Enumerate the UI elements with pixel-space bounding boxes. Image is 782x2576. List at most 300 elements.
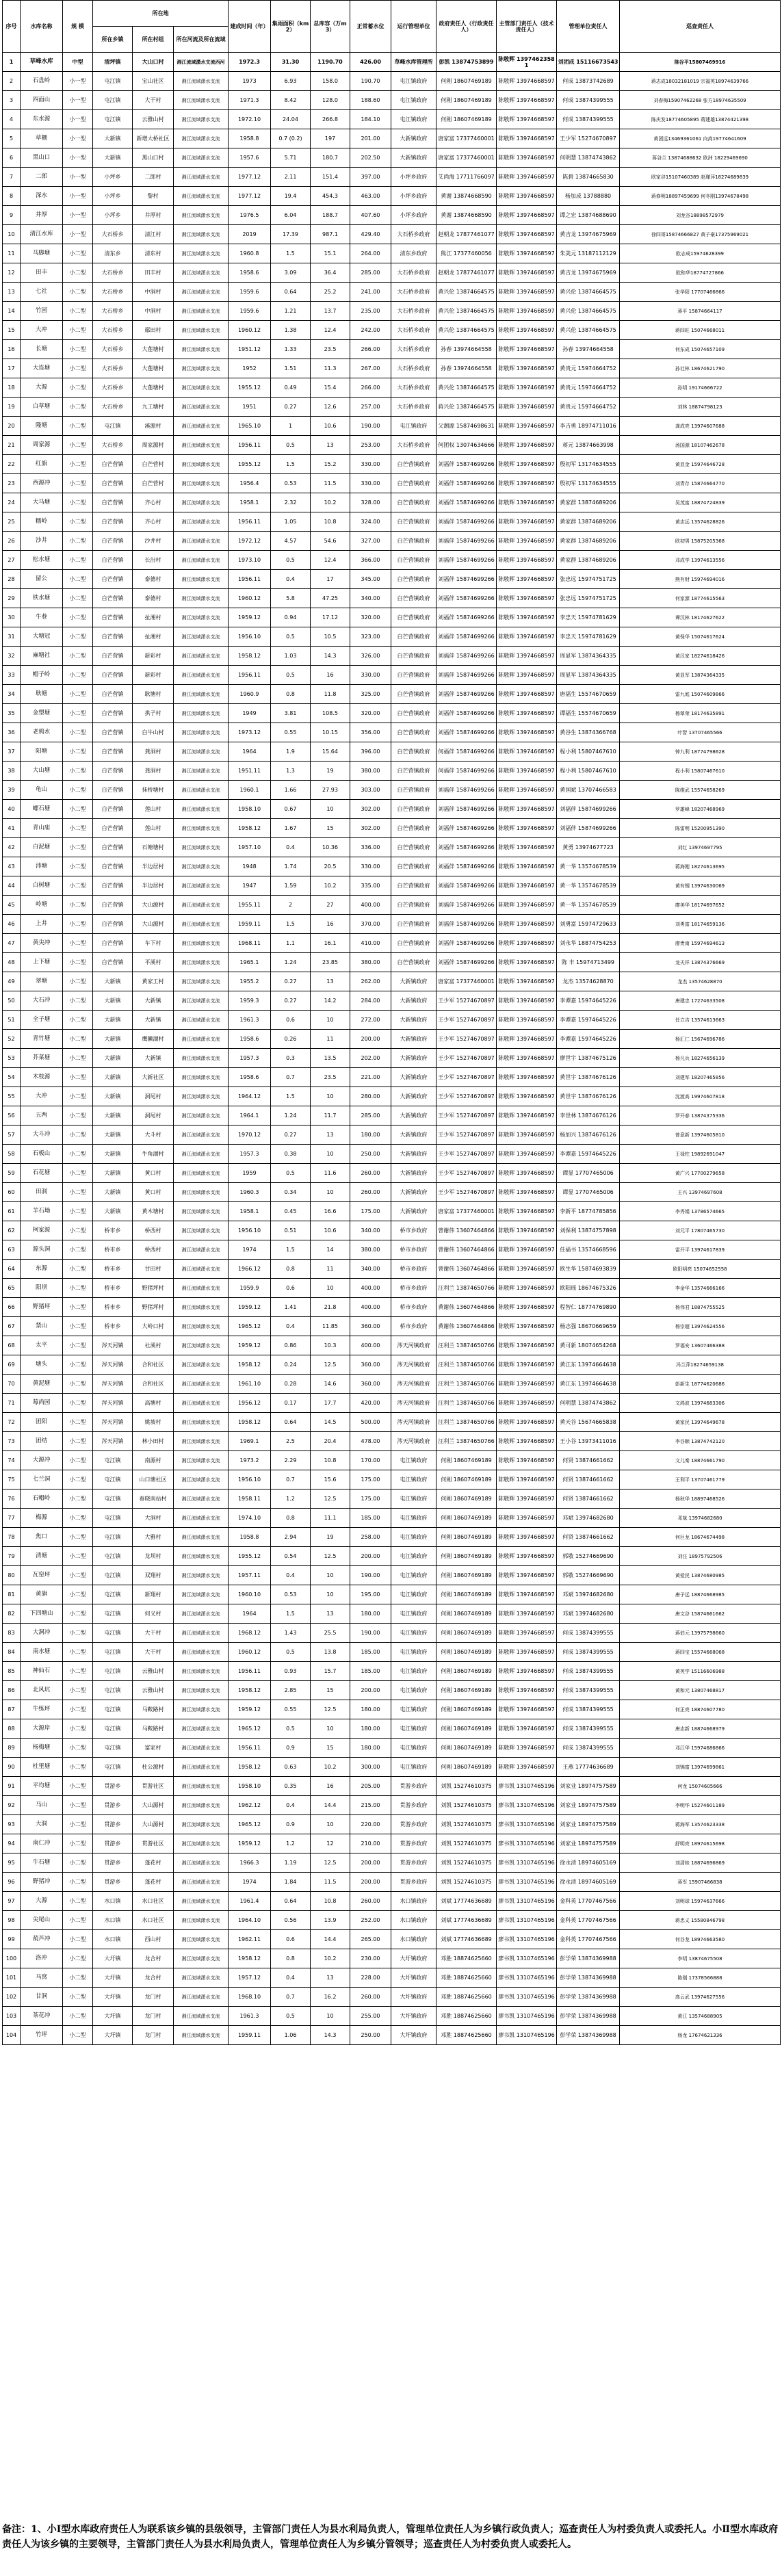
cell-gov: 何刚 18607469189 [436, 1528, 497, 1547]
cell-township: 桥市乡 [93, 1298, 133, 1317]
cell-seq: 46 [3, 915, 21, 934]
cell-gov: 刘凯 15274610375 [436, 1834, 497, 1853]
cell-dept: 涔天河镇政府 [391, 1413, 436, 1432]
cell-village: 大新镇 [133, 1011, 174, 1030]
cell-township: 大石桥乡 [93, 283, 133, 302]
cell-year: 1958.8 [229, 1528, 271, 1547]
cell-scale: 小二型 [63, 1106, 93, 1126]
cell-scale: 小二型 [63, 283, 93, 302]
cell-area: 19.4 [271, 187, 311, 206]
cell-scale: 小二型 [63, 608, 93, 627]
cell-year: 1957.11 [229, 1566, 271, 1585]
cell-unit: 殷初军 13174634555 [557, 474, 620, 493]
cell-village: 黄木塘村 [133, 1202, 174, 1221]
cell-level: 252.00 [350, 1911, 391, 1930]
cell-seq: 2 [3, 72, 21, 91]
cell-name: 田洞 [21, 1183, 63, 1202]
cell-seq: 13 [3, 283, 21, 302]
table-row [3, 1739, 781, 1758]
cell-level: 396.00 [350, 742, 391, 762]
cell-river: 湘江流域潇水支流 [174, 455, 229, 474]
cell-gov: 何刚 18607469189 [436, 72, 497, 91]
cell-year: 2019 [229, 225, 271, 244]
cell-patrol: 欧家谷15107460389 赵瑾萍18274689839 [620, 168, 781, 187]
cell-scale: 小二型 [63, 1604, 93, 1624]
cell-dept: 涔天河镇政府 [391, 1375, 436, 1394]
cell-seq: 74 [3, 1451, 21, 1470]
cell-tech: 陈敬辉 13974668597 [497, 1662, 557, 1681]
cell-name: 马脚塘 [21, 244, 63, 263]
cell-scale: 小二型 [63, 1279, 93, 1298]
cell-year: 1959 [229, 1164, 271, 1183]
cell-tech: 陈敬辉 13974668597 [497, 915, 557, 934]
cell-unit: 徐永清 18974605169 [557, 1873, 620, 1892]
cell-seq: 77 [3, 1509, 21, 1528]
cell-seq: 8 [3, 187, 21, 206]
cell-township: 白芒营镇 [93, 512, 133, 532]
cell-level: 175.00 [350, 1202, 391, 1221]
cell-area: 1.05 [271, 512, 311, 532]
cell-area: 0.63 [271, 1758, 311, 1777]
cell-dept: 小坪乡政府 [391, 168, 436, 187]
cell-village: 莲山村 [133, 819, 174, 838]
cell-dept: 贯游乡政府 [391, 1777, 436, 1796]
cell-patrol: 唐子远 18874668985 [620, 1585, 781, 1604]
cell-river: 湘江流域潇水支流 [174, 1279, 229, 1298]
cell-river: 湘江流域潇水支流 [174, 1585, 229, 1604]
cell-level: 330.00 [350, 474, 391, 493]
cell-scale: 小二型 [63, 1815, 93, 1834]
table-row [3, 1949, 781, 1968]
cell-seq: 86 [3, 1681, 21, 1700]
table-row [3, 1834, 781, 1853]
cell-dept: 屯江镇政府 [391, 72, 436, 91]
cell-gov: 唐家富 17377460001 [436, 972, 497, 991]
table-row [3, 244, 781, 263]
cell-river: 湘江流域潇水支流 [174, 1202, 229, 1221]
cell-level: 260.00 [350, 1183, 391, 1202]
cell-level: 190.00 [350, 1566, 391, 1585]
cell-area: 1.66 [271, 781, 311, 800]
cell-tech: 陈敬辉 13974668597 [497, 359, 557, 378]
cell-area: 1.33 [271, 340, 311, 359]
cell-unit: 何明慧 13874743862 [557, 148, 620, 168]
cell-capacity: 10.2 [311, 1758, 350, 1777]
cell-patrol: 杨翠荣 18174635891 [620, 704, 781, 723]
cell-unit: 刘福伴 15874699266 [557, 819, 620, 838]
cell-unit: 金科英 17707467566 [557, 1911, 620, 1930]
cell-patrol: 文鸿波 13974683306 [620, 1394, 781, 1413]
cell-river: 湘江流域潇水支流 [174, 781, 229, 800]
cell-level: 426.00 [350, 53, 391, 72]
cell-village: 高塘村 [133, 1394, 174, 1413]
cell-gov: 曾谢伟 13607464866 [436, 1260, 497, 1279]
cell-dept: 屯江镇政府 [391, 1624, 436, 1643]
cell-village: 大新镇 [133, 1049, 174, 1068]
cell-township: 屯江镇 [93, 1700, 133, 1719]
cell-area: 1.43 [271, 1624, 311, 1643]
cell-gov: 何团权 13074634666 [436, 436, 497, 455]
cell-scale: 小一型 [63, 91, 93, 110]
table-row [3, 800, 781, 819]
cell-gov: 王少军 15274670897 [436, 1030, 497, 1049]
cell-name: 白树塘 [21, 876, 63, 896]
cell-patrol: 王兴 13974697608 [620, 1183, 781, 1202]
cell-gov: 刘凯 15274610375 [436, 1853, 497, 1873]
cell-capacity: 10 [311, 1815, 350, 1834]
table-row [3, 225, 781, 244]
cell-area: 0.5 [271, 436, 311, 455]
cell-gov: 刘福伴 15874699266 [436, 532, 497, 551]
cell-level: 215.00 [350, 1796, 391, 1815]
cell-unit: 黄一华 13574678539 [557, 876, 620, 896]
cell-seq: 87 [3, 1700, 21, 1719]
cell-name: 尖尾山 [21, 1911, 63, 1930]
cell-area: 0.4 [271, 1566, 311, 1585]
cell-scale: 小二型 [63, 1470, 93, 1489]
cell-gov: 王少军 15274670897 [436, 1145, 497, 1164]
cell-patrol: 彭新生 18774620686 [620, 1375, 781, 1394]
cell-river: 湘江流域潇水支流 [174, 1700, 229, 1719]
cell-gov: 刘福伴 15874699266 [436, 570, 497, 589]
cell-dept: 大新镇政府 [391, 1068, 436, 1087]
cell-river: 湘江流域潇水支流 [174, 1834, 229, 1853]
cell-dept: 白芒营镇政府 [391, 781, 436, 800]
cell-patrol: 黄志远 13574628826 [620, 512, 781, 532]
cell-capacity: 12.5 [311, 1700, 350, 1719]
cell-river: 湘江流域潇水支流西河 [174, 53, 229, 72]
cell-scale: 小二型 [63, 1911, 93, 1930]
cell-dept: 草峰水库管理所 [391, 53, 436, 72]
cell-patrol: 何谷龙 18974663580 [620, 1930, 781, 1949]
table-row [3, 1796, 781, 1815]
cell-gov: 刘福伴 15874699266 [436, 723, 497, 742]
cell-river: 湘江流域潇水支流 [174, 953, 229, 972]
cell-area: 1.5 [271, 1604, 311, 1624]
cell-river: 湘江流域潇水支流 [174, 1126, 229, 1145]
cell-dept: 白芒营镇政府 [391, 819, 436, 838]
cell-village: 大干村 [133, 91, 174, 110]
cell-area: 1.74 [271, 857, 311, 876]
table-row [3, 1451, 781, 1470]
cell-area: 0.7 (0.2) [271, 129, 311, 148]
cell-scale: 小二型 [63, 819, 93, 838]
cell-patrol: 刘建军 18207465856 [620, 1068, 781, 1087]
cell-name: 杨梅塘 [21, 1739, 63, 1758]
cell-level: 400.00 [350, 1336, 391, 1355]
table-row [3, 1547, 781, 1566]
table-row [3, 2026, 781, 2045]
cell-level: 188.60 [350, 91, 391, 110]
cell-unit: 刘团成 15116673543 [557, 53, 620, 72]
cell-dept: 白芒营镇政府 [391, 532, 436, 551]
cell-patrol: 王利平 13707461779 [620, 1470, 781, 1489]
cell-scale: 小二型 [63, 742, 93, 762]
cell-river: 湘江流域潇水支流 [174, 1375, 229, 1394]
cell-capacity: 10.5 [311, 627, 350, 647]
cell-patrol: 叶智 13707465566 [620, 723, 781, 742]
cell-river: 湘江流域潇水支流 [174, 1547, 229, 1566]
cell-township: 大新镇 [93, 1126, 133, 1145]
cell-seq: 81 [3, 1585, 21, 1604]
cell-dept: 清东乡政府 [391, 244, 436, 263]
cell-township: 屯江镇 [93, 1604, 133, 1624]
cell-level: 180.00 [350, 1700, 391, 1719]
cell-township: 白芒营镇 [93, 838, 133, 857]
cell-year: 1958.12 [229, 1949, 271, 1968]
cell-name: 大源岸 [21, 1719, 63, 1739]
cell-river: 湘江流域潇水支流 [174, 359, 229, 378]
cell-scale: 小二型 [63, 1049, 93, 1068]
cell-capacity: 13.5 [311, 1049, 350, 1068]
cell-tech: 陈敬辉 13974668597 [497, 666, 557, 685]
cell-name: 松水塘 [21, 551, 63, 570]
cell-patrol: 邓斌 13974682680 [620, 1509, 781, 1528]
cell-unit: 欧阳瑶 18674675326 [557, 1279, 620, 1298]
table-row [3, 953, 781, 972]
cell-tech: 廖书凯 13107465196 [497, 1949, 557, 1968]
cell-year: 1959.12 [229, 1336, 271, 1355]
cell-tech: 陈敬辉 13974668597 [497, 1509, 557, 1528]
cell-tech: 陈敬辉 13974668597 [497, 378, 557, 398]
cell-patrol: 陈庆发18774605895 蒋建雄13874421398 [620, 110, 781, 129]
cell-patrol: 李明华 15274601189 [620, 1796, 781, 1815]
cell-gov: 彭凯 13874753899 [436, 53, 497, 72]
cell-scale: 小二型 [63, 417, 93, 436]
cell-river: 湘江流域潇水支流 [174, 1413, 229, 1432]
cell-township: 大新镇 [93, 1030, 133, 1049]
cell-patrol: 文儿秦 18874661790 [620, 1451, 781, 1470]
cell-dept: 大石桥乡政府 [391, 302, 436, 321]
cell-name: 四面山 [21, 91, 63, 110]
cell-township: 涔天河镇 [93, 1432, 133, 1451]
cell-village: 大山源村 [133, 915, 174, 934]
cell-patrol: 徐四哥15874666827 黄子豪17375969021 [620, 225, 781, 244]
cell-village: 白牛山村 [133, 723, 174, 742]
cell-village: 耿塘村 [133, 685, 174, 704]
cell-unit: 刘保利 13874757898 [557, 1221, 620, 1240]
cell-name: 大连塘 [21, 359, 63, 378]
table-row [3, 1681, 781, 1700]
cell-river: 湘江流域潇水支流 [174, 1911, 229, 1930]
cell-capacity: 10.6 [311, 417, 350, 436]
cell-year: 1958.12 [229, 1681, 271, 1700]
cell-unit: 金科英 17707467566 [557, 1892, 620, 1911]
cell-township: 白芒营镇 [93, 704, 133, 723]
cell-gov: 何刚 18607469189 [436, 1604, 497, 1624]
cell-patrol: 欧和华18774727866 [620, 263, 781, 283]
cell-year: 1958.12 [229, 647, 271, 666]
cell-village: 水口社区 [133, 1892, 174, 1911]
cell-tech: 陈敬辉 13974668597 [497, 589, 557, 608]
cell-scale: 小二型 [63, 1509, 93, 1528]
cell-unit: 谭显 17707465006 [557, 1183, 620, 1202]
cell-village: 云雅山村 [133, 110, 174, 129]
cell-seq: 38 [3, 762, 21, 781]
cell-tech: 陈敬辉 13974668597 [497, 1758, 557, 1777]
cell-dept: 桥市乡政府 [391, 1260, 436, 1279]
cell-township: 屯江镇 [93, 1624, 133, 1643]
cell-village: 杜公源村 [133, 1758, 174, 1777]
cell-dept: 屯江镇政府 [391, 1643, 436, 1662]
cell-patrol: 陈刚 17378566888 [620, 1968, 781, 1988]
cell-township: 屯江镇 [93, 1681, 133, 1700]
cell-level: 360.00 [350, 1375, 391, 1394]
cell-gov: 黄谢 13874668590 [436, 187, 497, 206]
table-row [3, 1700, 781, 1719]
cell-scale: 小二型 [63, 876, 93, 896]
cell-year: 1957.3 [229, 1145, 271, 1164]
cell-scale: 小一型 [63, 187, 93, 206]
cell-village: 贯游社区 [133, 1834, 174, 1853]
cell-scale: 小二型 [63, 1853, 93, 1873]
cell-dept: 白芒营镇政府 [391, 915, 436, 934]
cell-year: 1957.12 [229, 1968, 271, 1988]
cell-gov: 汪利兰 13874650766 [436, 1355, 497, 1375]
cell-patrol: 黄和元 13807468817 [620, 1681, 781, 1700]
cell-seq: 104 [3, 2026, 21, 2045]
cell-village: 黄口村 [133, 1183, 174, 1202]
cell-township: 大新镇 [93, 1106, 133, 1126]
cell-river: 湘江流域潇水支流 [174, 321, 229, 340]
cell-scale: 小二型 [63, 1643, 93, 1662]
cell-dept: 大石桥乡政府 [391, 263, 436, 283]
cell-name: 帽子岭 [21, 666, 63, 685]
cell-village: 二郎村 [133, 168, 174, 187]
cell-seq: 94 [3, 1834, 21, 1853]
cell-gov: 刘凯 15274610375 [436, 1796, 497, 1815]
cell-name: 黄旗 [21, 1585, 63, 1604]
cell-patrol: 黄英学 15116606988 [620, 1662, 781, 1681]
cell-patrol: 唐文谷 15874661662 [620, 1604, 781, 1624]
cell-township: 涔天河镇 [93, 1413, 133, 1432]
cell-name: 阳塘 [21, 742, 63, 762]
cell-level: 200.00 [350, 1547, 391, 1566]
cell-area: 0.17 [271, 1394, 311, 1413]
cell-scale: 小二型 [63, 455, 93, 474]
cell-level: 185.00 [350, 1643, 391, 1662]
cell-tech: 陈敬辉 13974668597 [497, 455, 557, 474]
cell-seq: 14 [3, 302, 21, 321]
cell-area: 0.7 [271, 1068, 311, 1087]
cell-gov: 邓胜 18874625660 [436, 1949, 497, 1968]
table-row [3, 1624, 781, 1643]
table-row [3, 148, 781, 168]
table-row [3, 206, 781, 225]
cell-unit: 孙春 13974664558 [557, 340, 620, 359]
cell-area: 0.7 [271, 1470, 311, 1489]
cell-patrol: 刘元平 17807465730 [620, 1221, 781, 1240]
cell-seq: 76 [3, 1489, 21, 1509]
cell-gov: 汪利兰 13874650766 [436, 1336, 497, 1355]
cell-capacity: 13.9 [311, 1911, 350, 1930]
cell-name: 神仙石 [21, 1662, 63, 1681]
table-body [3, 53, 781, 2045]
cell-seq: 88 [3, 1719, 21, 1739]
cell-capacity: 188.7 [311, 206, 350, 225]
cell-level: 195.00 [350, 1585, 391, 1604]
cell-river: 湘江流域潇水支流 [174, 1240, 229, 1260]
cell-area: 0.4 [271, 1317, 311, 1336]
cell-year: 1956.11 [229, 666, 271, 685]
cell-year: 1958.12 [229, 1355, 271, 1375]
table-row [3, 1528, 781, 1547]
cell-area: 0.4 [271, 570, 311, 589]
cell-village: 桥西村 [133, 1221, 174, 1240]
cell-unit: 黄兴伦 13874664575 [557, 302, 620, 321]
cell-dept: 桥市乡政府 [391, 1279, 436, 1298]
cell-area: 1.38 [271, 321, 311, 340]
cell-tech: 陈敬辉 13974668597 [497, 1240, 557, 1260]
cell-level: 324.00 [350, 512, 391, 532]
cell-patrol: 何正亮 18874607780 [620, 1700, 781, 1719]
cell-unit: 何成 13874399555 [557, 1643, 620, 1662]
cell-year: 1974.10 [229, 1509, 271, 1528]
table-row [3, 110, 781, 129]
header-capacity: 总库容（万m3） [311, 1, 350, 53]
cell-dept: 屯江镇政府 [391, 110, 436, 129]
cell-unit: 黄贵元 15974664752 [557, 378, 620, 398]
cell-river: 湘江流域潇水支流 [174, 991, 229, 1011]
cell-capacity: 266.8 [311, 110, 350, 129]
cell-unit: 黄世宇 13874676126 [557, 1087, 620, 1106]
cell-unit: 何明慧 13874743862 [557, 1394, 620, 1413]
cell-tech: 陈敬辉 13974668597 [497, 1719, 557, 1739]
cell-gov: 蒋兴伦 13874664575 [436, 398, 497, 417]
cell-dept: 大新镇政府 [391, 1164, 436, 1183]
cell-tech: 陈敬辉 13974668597 [497, 187, 557, 206]
cell-level: 397.00 [350, 168, 391, 187]
cell-seq: 68 [3, 1336, 21, 1355]
cell-township: 大圩镇 [93, 1949, 133, 1968]
cell-village: 蓬花村 [133, 1853, 174, 1873]
cell-scale: 小二型 [63, 1432, 93, 1451]
cell-patrol: 刘龙谷18898572979 [620, 206, 781, 225]
cell-year: 1971.3 [229, 91, 271, 110]
cell-tech: 陈敬辉 13974668597 [497, 819, 557, 838]
cell-area: 1.5 [271, 1087, 311, 1106]
cell-area: 1.9 [271, 742, 311, 762]
cell-river: 湘江流域潇水支流 [174, 1509, 229, 1528]
cell-tech: 陈敬辉 13974668597 [497, 1336, 557, 1355]
cell-area: 1 [271, 417, 311, 436]
cell-river: 湘江流域潇水支流 [174, 1949, 229, 1968]
table-row [3, 474, 781, 493]
table-row [3, 1815, 781, 1834]
cell-capacity: 11.5 [311, 1873, 350, 1892]
cell-gov: 何福伴 15874699266 [436, 742, 497, 762]
cell-patrol: 刘锦富 13974699861 [620, 1758, 781, 1777]
cell-tech: 陈敬辉 13974668597 [497, 762, 557, 781]
cell-tech: 陈敬辉 13974668597 [497, 1279, 557, 1298]
cell-township: 屯江镇 [93, 1451, 133, 1470]
cell-seq: 51 [3, 1011, 21, 1030]
cell-village: 马鞍路村 [133, 1719, 174, 1739]
cell-area: 1.2 [271, 1834, 311, 1853]
cell-patrol: 刘林 18874798123 [620, 398, 781, 417]
cell-seq: 9 [3, 206, 21, 225]
cell-name: 大石冲 [21, 991, 63, 1011]
cell-capacity: 25.5 [311, 1624, 350, 1643]
cell-village: 石塘塘村 [133, 838, 174, 857]
cell-year: 1957.6 [229, 148, 271, 168]
cell-patrol: 唐建忠 17274633508 [620, 991, 781, 1011]
cell-year: 1976.5 [229, 206, 271, 225]
cell-river: 湘江流域潇水支流 [174, 148, 229, 168]
cell-name: 洛冲 [21, 1949, 63, 1968]
cell-capacity: 10 [311, 1145, 350, 1164]
cell-river: 湘江流域潇水支流 [174, 1719, 229, 1739]
